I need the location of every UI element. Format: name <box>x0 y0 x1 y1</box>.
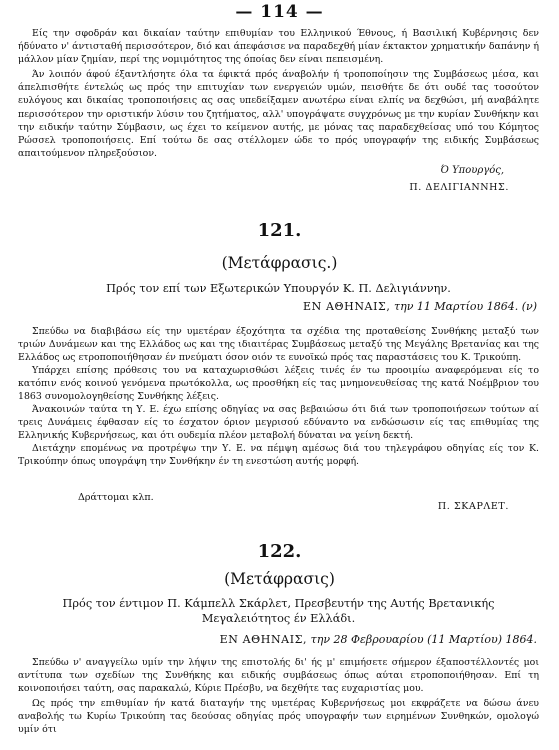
translation-label-122: (Μετάφρασις) <box>224 570 335 588</box>
page-number: — 114 — <box>235 2 324 22</box>
dateline-date-121: την 11 Μαρτίου 1864. (ν) <box>394 300 537 313</box>
section1-paragraph-2: Άν λοιπόν άφού έξαντλήσητε όλα τα έφικτά πρός άναβολήν ή τροποποίησιν της Συμβάσεως μέσα, και άπελπισθήτε έντελώς ως πρός την επιτυχίαν των ενεργειών υμών, πεισθήτε δε ότι ουδέ τας τοσούτον ευλόγους και δικαίας τροποποιήσεις ας σας υπεδείξαμεν ανωτέρω είναι ελπίς να δεχθώσι, μή αναβάλητε περισσότερον την οριστικήν λύσιν του ζητήματος, αλλ' υπογράψατε συγχρόνως με την κυρίαν Συνθήκην και την ειδικήν ταύτην Σύμβασιν, ως έχει το κείμενον αυτής, με μόνας τας παραδεχθείσας υπό του Κόμητος Ρώσσελ τροποποιήσεις. Επί τούτω δε σας στέλλομεν ώδε το πρός υπογραφήν της ειδικής Συμβάσεως απαιτούμενον πληρεξούσιον. <box>18 69 539 160</box>
document-number-122: 122. <box>257 541 302 562</box>
doc122-paragraph-2: Ως πρός την επιθυμίαν ήν κατά διαταγήν της υμετέρας Κυβερνήσεως μοι εκφράζετε να δώσω άνευ αναβολής τω Κυρίω Τρικούπη τας δεούσας οδηγίας πρός υπογραφήν των ειρημένων Συνθηκών, ομολογώ υμίν ότι <box>18 698 539 736</box>
signature-name: Π. ΔΕΛΙΓΙΑΝΝΗΣ. <box>409 182 509 193</box>
dateline-date-122: την 28 Φεβρουαρίου (11 Μαρτίου) 1864. <box>310 633 537 646</box>
doc122-paragraph-1: Σπεύδω ν' αναγγείλω υμίν την λήψιν της επιστολής δι' ής μ' επιμήσετε σήμερον έξαποστέλλοντές μοι αντίτυπα των σχεδίων της Συνθήκης και ειδικής συμβάσεως όπως αύται ετροποποιήθησαν. Επί τη κοινοποιήσει ταύτη, σας παρακαλώ, Κύριε Πρέσβυ, να δεχθήτε τας ευχαριστίας μου. <box>18 657 539 695</box>
addressee-122-line-2: Μεγαλειότητος έν Ελλάδι. <box>201 612 356 625</box>
addressee-122-line-1: Πρός τον έντιμον Π. Κάμπελλ Σκάρλετ, Πρεσβευτήν της Αυτής Βρετανικής <box>62 597 495 610</box>
dateline-place-122: ΕΝ ΑΘΗΝΑΙΣ, <box>219 633 308 646</box>
section1-paragraph-1: Είς την σφοδράν και δικαίαν ταύτην επιθυμίαν του Ελληνικού Έθνους, ή Βασιλική Κυβέρνησις δεν ήδύνατο ν' άντισταθή περισσότερον, διό και άπεφάσισε να παραδεχθή μίαν έκτακτον χρηματικήν δαπάνην ή μάλλον μίαν ζημίαν, περί της νομιμότητος της όποίας δεν είναι πεπεισμένη. <box>18 28 539 66</box>
doc121-paragraph-3: Άνακοινών ταύτα τη Υ. Ε. έχω επίσης οδηγίας να σας βεβαιώσω ότι διά των τροποποιήσεων τούτων αί τρεις Δυνάμεις έφθασαν είς το έσχατον όριον μεγρισού εδύναντο να ενδώσωσιν είς τας επιθυμίας της Ελληνικής Κυβερνήσεως, και ότι ουδεμία πλέον μεταβολή δύναται να γείνη δεκτή. <box>18 404 539 442</box>
signature-name-121: Π. ΣΚΑΡΛΕΤ. <box>437 501 509 512</box>
signature-role: Ό Υπουργός, <box>440 165 504 176</box>
closing-121: Δράττομαι κλπ. <box>78 492 154 503</box>
dateline-122 <box>220 633 537 646</box>
doc121-paragraph-2: Υπάρχει επίσης πρόθεσις του να καταχωρισθώσι λέξεις τινές έν τω προοιμίω αναφερόμεναι είς το κατόπιν ενός κοινού γενόμενα πρωτόκολλα, ως προσθήκη είς τας μνημονευθείσας της κατά Νοέμβριον του 1863 συνομολογηθείσης Συνθήκης λέξεις. <box>18 365 539 403</box>
doc121-paragraph-1: Σπεύδω να διαβιβάσω είς την υμετέραν έξοχότητα τα σχέδια της προταθείσης Συνθήκης μεταξύ των τριών Δυνάμεων και της Ελλάδος ως και της ιδιαιτέρας Συμβάσεως μεταξύ της Μεγάλης Βρετανίας και της Ελλάδος ως ετροποποιήθησαν έν πνεύματι όσον οιόν τε ευνοϊκώ πρός τας παραστάσεις του Κ. Τρικούπη. <box>18 326 539 364</box>
translation-label-121: (Μετάφρασις.) <box>221 254 338 272</box>
dateline-place-121: ΕΝ ΑΘΗΝΑΙΣ, <box>303 300 391 313</box>
doc121-paragraph-4: Διετάχην επομένως να προτρέψω την Υ. Ε. να πέμψη αμέσως διά του τηλεγράφου οδηγίας είς τον Κ. Τρικούπην όπως υπογράψη την Συνθήκην έν τη ενεστώση αυτής μορφή. <box>18 443 539 468</box>
dateline-121 <box>303 300 537 313</box>
addressee-121: Πρός τον επί των Εξωτερικών Υπουργόν Κ. Π. Δελιγιάννην. <box>106 282 451 295</box>
addressee-122 <box>18 596 539 626</box>
document-number-121: 121. <box>257 220 302 241</box>
